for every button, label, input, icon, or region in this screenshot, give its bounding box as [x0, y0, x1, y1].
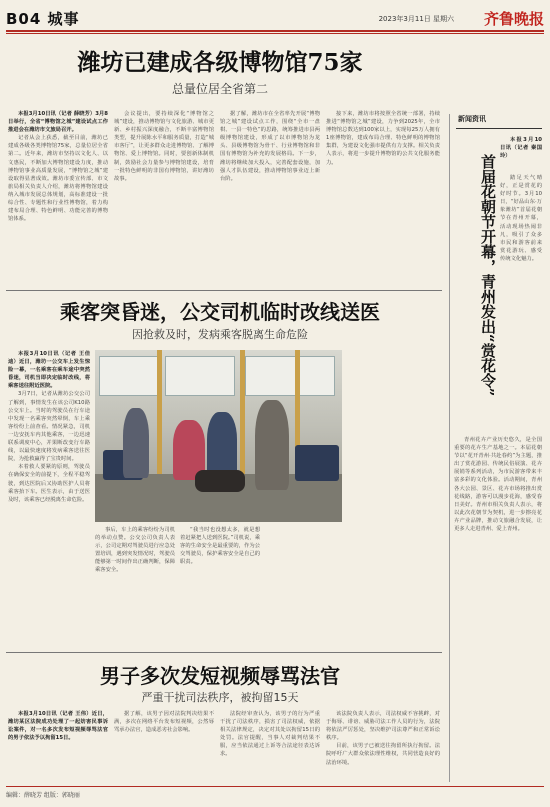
- footer-credits: 编辑：薛晓芳 组版：郭晓丽: [6, 792, 80, 799]
- article-3-column-2: [114, 710, 214, 782]
- divider: [6, 290, 442, 291]
- article-1-text-1: 记者从会上获悉，截至目前，潍坊已建成各级各类博物馆75家，总量位居全省第二。近年来，潍坊市坚持以文化人、以文惠民，不断加大博物馆建设力度，推动博物馆事业高质量发展，“博物馆之城”建设取得显著成效。潍坊市委宣传部、市文旅局相关负责人介绍，潍坊将博物馆建设纳入城市发展总体规划，高标准建设一批综合性、专题性和行业性博物馆，着力构建布局合理、特色鲜明、功能完善的博物馆体系。: [8, 135, 108, 223]
- article-3-text-2: 法院经审查认为，该男子的行为严重干扰了司法秩序，损害了司法权威，依据相关法律规定，决定对其处以拘留15日的处罚。法官提醒，当事人对裁判结果不服，应当依法通过上诉等合法途径表达诉求。: [220, 711, 320, 758]
- article-1-column-2: [114, 110, 214, 286]
- article-2-column-1: [8, 350, 90, 646]
- article-1-subhead: 总量位居全省第二: [171, 82, 268, 96]
- newspaper-logo: 齐鲁晚报: [483, 10, 544, 28]
- sidebar-text-1: 踏足天气晴好，正是赏花的好时节。3月10日，“好品山东·万象潍坊”首届花朝节在青州开幕，活动现场热闹非凡，吸引了众多市民和游客前来赏花游玩、感受传统文化魅力。: [500, 175, 542, 262]
- article-3-text-4: 目前，该男子已被送往拘留所执行拘留。法院呼吁广大群众依法理性维权，共同营造良好的法治环境。: [326, 743, 440, 766]
- article-1-text-4: 接下来，潍坊市将按照全省统一部署，持续推进“博物馆之城”建设，力争到2025年，全市博物馆总数达到100家以上，实现每25万人拥有1座博物馆，建成布局合理、特色鲜明的博物馆集群，为建设文化强市提供有力支撑。相关负责人表示，将进一步提升博物馆的公共文化服务能力。: [326, 111, 440, 166]
- sidebar-news: [449, 114, 545, 782]
- article-3-text-3: 该法院负责人表示，司法权威不容挑衅，对于侮辱、诽谤、威胁司法工作人员的行为，法院将依法严厉惩处，坚决维护司法尊严和正常诉讼秩序。: [326, 711, 440, 742]
- article-1-headline: 潍坊已建成各级博物馆75家: [77, 49, 363, 76]
- sidebar-text-2: 青州花卉产业历史悠久，是全国重要的花卉生产基地之一。本届花朝节以“花开青州·共赴春约”为主题，推出了赏花游园、传统民俗展演、花卉展销等系列活动，为市民游客带来丰富多彩的文化体验。活动期间，青州各大公园、景区、花卉市场将推出赏花线路，游客可以漫步花海，感受春日美好。青州市相关负责人表示，将以此次花朝节为契机，进一步擦亮花卉产业品牌，推动文旅融合发展，让更多人走进青州、爱上青州。: [454, 437, 542, 533]
- sidebar-column-2: [454, 436, 542, 782]
- dateline: 2023年3月11日 星期六: [378, 15, 454, 23]
- article-2-headline: 乘客突昏迷，公交司机临时改线送医: [60, 300, 380, 324]
- footer-rule: [6, 786, 544, 787]
- divider: [6, 652, 442, 653]
- sidebar-rule: [456, 128, 542, 129]
- sidebar-lead: [500, 136, 542, 160]
- article-1-column-3: [220, 110, 320, 286]
- section-label: B04 城事: [6, 10, 80, 28]
- article-3-column-4: [326, 710, 440, 782]
- sidebar-headline: 首届花朝节开幕，青州发出“赏花令”: [479, 154, 497, 397]
- article-2-column-2: [95, 526, 175, 646]
- article-3-column-3: [220, 710, 320, 782]
- article-1-text-2: 会议提出，要持续深化“博物馆之城”建设，推动博物馆与文化旅游、城市更新、乡村振兴深度融合，不断丰富博物馆类型，提升展陈水平和服务质量，打造“城市客厅”，让更多群众走进博物馆、了解博物馆、爱上博物馆。同时，要创新体制机制，鼓励社会力量参与博物馆建设，培育一批特色鲜明的非国有博物馆，讲好潍坊故事。: [114, 111, 214, 182]
- bus-interior-photo: [95, 350, 342, 522]
- article-1-column-4: [326, 110, 440, 286]
- sidebar-tag: 新闻资讯: [458, 115, 486, 123]
- header-rule: [6, 30, 544, 32]
- article-1-text-3: 据了解，潍坊市在全省率先开展“博物馆之城”建设试点工作，围绕“全市一盘棋、一县一特色”的思路，统筹推进市县两级博物馆建设，形成了以市博物馆为龙头、县级博物馆为骨干、行业博物馆和非国有博物馆为补充的发展格局。下一步，潍坊将继续加大投入，完善配套设施，加强人才队伍建设，推动博物馆事业迈上新台阶。: [220, 111, 320, 182]
- article-3-text-1: 据了解，该男子因对法院判决结果不满，多次在网络平台发布短视频，公然辱骂承办法官，造成恶劣社会影响。: [114, 711, 214, 734]
- article-3-column-1: [8, 710, 108, 782]
- article-3-lead: 本报3月10日讯（记者 王伟）近日，潍坊某区法院成功处理了一起妨害民事诉讼案件，对一名多次发布短视频辱骂法官的男子依法予以拘留15日。: [8, 711, 108, 742]
- article-2-text-1: 3月7日，记者从潍坊公交公司了解到，事情发生在该公司K10路公交车上。当时的驾驶员在行车途中发现一名乘客突然晕倒，车上乘客纷纷上前查看。情况紧急，司机一边安抚车内其他乘客，一边迅速联系调度中心，并果断改变行车路线，以最快速度将发病乘客送往医院，为抢救赢得了宝贵时间。: [8, 391, 90, 463]
- article-2-text-2: 本着救人要紧的原则，驾驶员在确保安全的前提下，全程平稳驾驶，到达医院后又协助医护人员将乘客抬下车。医生表示，由于送医及时，该乘客已经脱离生命危险。: [8, 464, 90, 503]
- article-2-text-3: 事后，车上的乘客纷纷为司机的举动点赞。公交公司负责人表示，公司定期对驾驶员进行应急处置培训，遇到突发情况时，驾驶员能够第一时间作出正确判断，保障乘客安全。: [95, 527, 175, 574]
- article-2-subhead: 因抢救及时，发病乘客脱离生命危险: [132, 328, 308, 341]
- article-3-subhead: 严重干扰司法秩序，被拘留15天: [141, 691, 299, 704]
- article-2-lead: 本报3月10日讯（记者 王佳迪）近日，潍坊一公交车上发生惊险一幕，一名乘客在乘车途中突然昏迷，司机当即决定临时改线，将乘客送往附近医院。: [8, 351, 90, 390]
- article-1-lead: 本报3月10日讯（记者 薛晓芳）3月8日举行，全省“博物馆之城”建设试点工作推进会在潍坊市文旅局召开。: [8, 111, 108, 134]
- article-3-headline: 男子多次发短视频辱骂法官: [100, 664, 340, 688]
- header-rule-thin: [6, 33, 544, 34]
- article-2-text-4: “我当时也没想太多，就是想着赶紧把人送到医院。”司机说，乘客的生命安全是最重要的，作为公交驾驶员，保护乘客安全是自己的职责。: [180, 527, 260, 566]
- masthead: [6, 8, 544, 30]
- sidebar-lead-text: 本报3月10日讯（记者 秦国玲）: [500, 137, 542, 160]
- article-1-column-1: [8, 110, 108, 286]
- article-2-column-3: [180, 526, 260, 646]
